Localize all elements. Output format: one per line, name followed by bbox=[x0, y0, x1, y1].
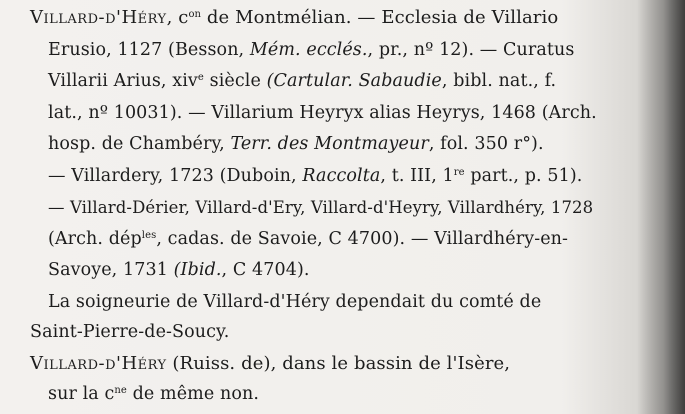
entry-line: Erusio, 1127 (Besson, Mém. ecclés., pr., nº 12). — Curatus bbox=[48, 40, 575, 60]
entry-line: — Villard-Dérier, Villard-d'Ery, Villard-d'Heyry, Villardhéry, 1728 bbox=[48, 198, 594, 217]
entry-line: — Villardery, 1723 (Duboin, Raccolta, t. III, 1re part., p. 51). bbox=[48, 166, 583, 186]
entry-line: La soigneurie de Villard-d'Héry dependait du comté de bbox=[48, 292, 542, 312]
entry-line: sur la $c^{ne}$ de même non. bbox=[48, 384, 260, 404]
entry-line: hosp. de Chambéry, Terr. des Montmayeur, fol. 350 r°). bbox=[48, 134, 544, 154]
entry-line: Savoye, 1731 (Ibid., C 4704). bbox=[48, 260, 310, 280]
entry-line: lat., nº 10031). — Villarium Heyryx alias Heyrys, 1468 (Arch. bbox=[48, 103, 597, 123]
entry-line: (Arch. dép$^{les}$, cadas. de Savoie, C 4700). — Villardhéry-en- bbox=[48, 229, 569, 249]
entry-line: Villarii Arius, xiv$^e$ siècle (Cartular. Sabaudie, bibl. nat., f. bbox=[48, 71, 557, 91]
entry-line: Villard-d'Héry, $c^{on}$ de Montmélian. — Ecclesia de Villario bbox=[30, 7, 559, 28]
entry-line: Villard-d'Héry (Ruiss. de), dans le bassin de l'Isère, bbox=[30, 353, 511, 374]
entry-line: Saint-Pierre-de-Soucy. bbox=[30, 322, 230, 342]
entry-headword: Villard-d'Héry bbox=[30, 353, 167, 374]
entry-headword: Villard-d'Héry bbox=[30, 7, 167, 28]
